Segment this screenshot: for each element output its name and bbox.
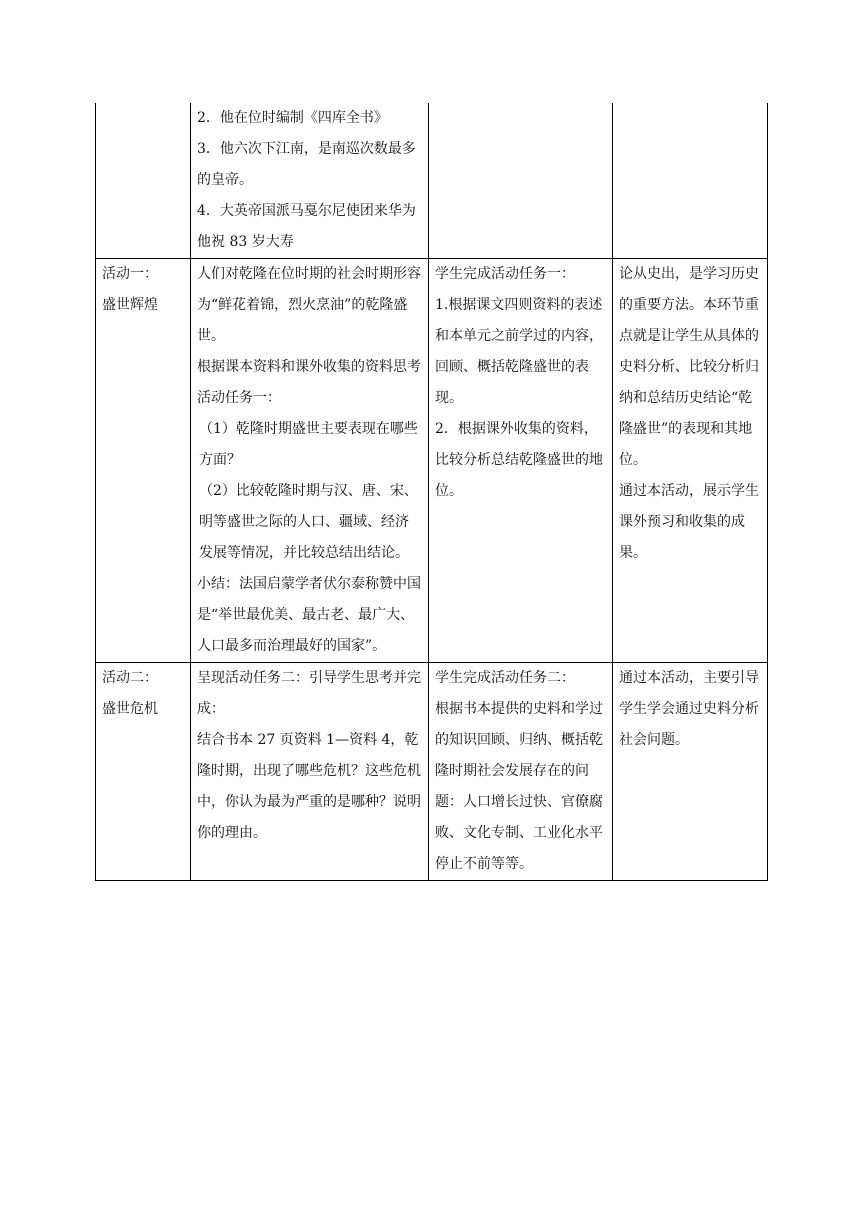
purpose-text: 论从史出，是学习历史的重要方法。本环节重点就是让学生从具体的史料分析、比较分析归纳和总结历史结论“乾隆盛世”的表现和其地位。	[619, 266, 759, 468]
student-text: 根据书本提供的史料和学过的知识回顾、归纳、概括乾隆时期社会发展存在的问题：人口增长过快、官僚腐败、文化专制、工业化水平停止不前等等。	[435, 701, 603, 872]
teacher-text: 4．大英帝国派马戛尔尼使团来华为他祝 83 岁大寿	[197, 203, 416, 250]
activity-number: 活动二：	[102, 670, 158, 686]
table-row	[96, 259, 768, 663]
teacher-summary: 小结：法国启蒙学者伏尔泰称赞中国是“举世最优美、最古老、最广大、人口最多而治理最好的国家”。	[197, 576, 421, 654]
activity-label-cell	[96, 103, 191, 259]
design-purpose-cell	[613, 103, 768, 259]
teacher-activity-cell	[191, 663, 429, 881]
table-row	[96, 663, 768, 881]
activity-title: 盛世危机	[102, 701, 158, 717]
teacher-text: 呈现活动任务二：引导学生思考并完成：	[197, 670, 421, 717]
table-row	[96, 103, 768, 259]
teacher-question: （1）乾隆时期盛世主要表现在哪些方面？	[199, 421, 418, 468]
teacher-text: 2．他在位时编制《四库全书》	[197, 110, 388, 126]
student-text: 2．根据课外收集的资料，比较分析总结乾隆盛世的地位。	[435, 421, 603, 499]
activity-label-cell	[96, 663, 191, 881]
activity-label-cell	[96, 259, 191, 663]
student-activity-cell	[429, 103, 613, 259]
student-text: 学生完成活动任务一：	[435, 266, 575, 282]
design-purpose-cell	[613, 259, 768, 663]
teacher-activity-cell	[191, 103, 429, 259]
lesson-plan-table	[95, 103, 768, 881]
student-text: 1.根据课文四则资料的表述和本单元之前学过的内容，回顾、概括乾隆盛世的表现。	[435, 297, 603, 406]
student-activity-cell	[429, 663, 613, 881]
activity-title: 盛世辉煌	[102, 297, 158, 313]
teacher-text: 根据课本资料和课外收集的资料思考活动任务一：	[197, 359, 421, 406]
teacher-text: 结合书本 27 页资料 1—资料 4，乾隆时期，出现了哪些危机？这些危机中，你认为最为严重的是哪种？说明你的理由。	[197, 732, 421, 841]
student-text: 学生完成活动任务二：	[435, 670, 575, 686]
teacher-activity-cell	[191, 259, 429, 663]
teacher-question: （2）比较乾隆时期与汉、唐、宋、明等盛世之际的人口、疆域、经济发展等情况，并比较总结出结论。	[199, 483, 418, 561]
activity-number: 活动一：	[102, 266, 158, 282]
teacher-text: 人们对乾隆在位时期的社会时期形容为“鲜花着锦，烈火烹油”的乾隆盛世。	[197, 266, 421, 344]
student-activity-cell	[429, 259, 613, 663]
design-purpose-cell	[613, 663, 768, 881]
purpose-text: 通过本活动，主要引导学生学会通过史料分析社会问题。	[619, 670, 759, 748]
purpose-text: 通过本活动，展示学生课外预习和收集的成果。	[619, 483, 759, 561]
teacher-text: 3．他六次下江南，是南巡次数最多的皇帝。	[197, 141, 416, 188]
